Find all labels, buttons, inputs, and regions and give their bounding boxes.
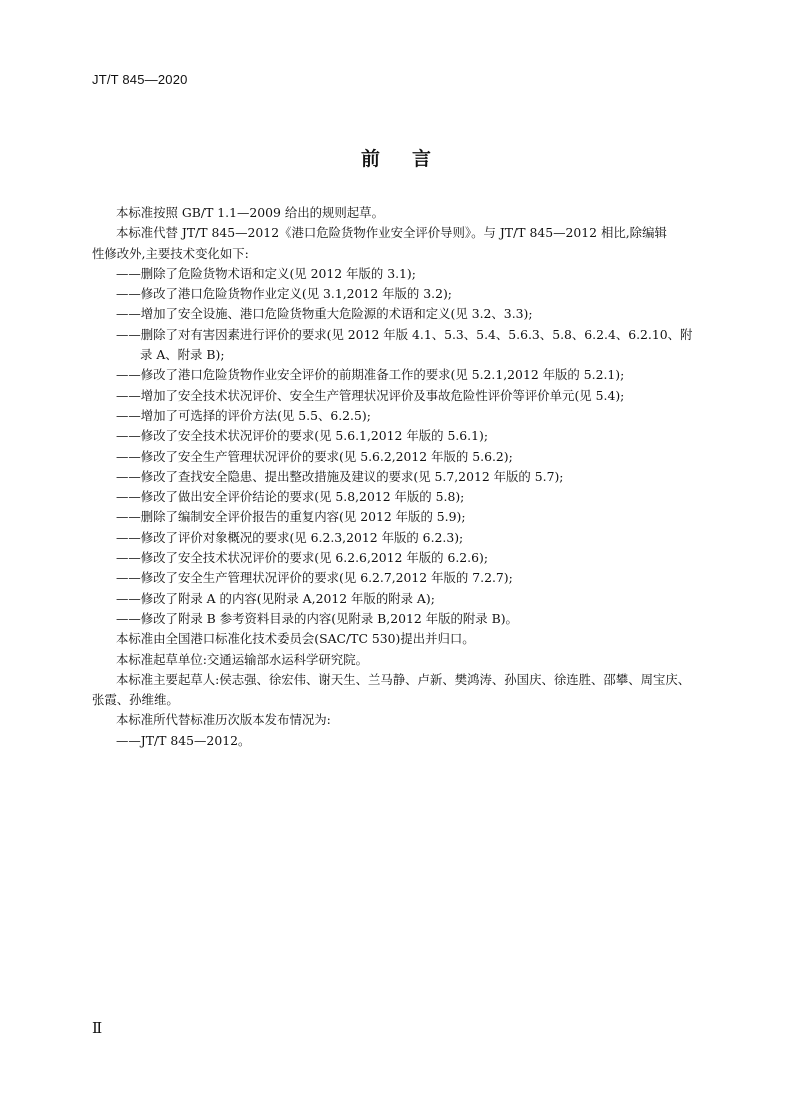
preface-line: 本标准所代替标准历次版本发布情况为:: [116, 712, 331, 728]
preface-line: 本标准由全国港口标准化技术委员会(SAC/TC 530)提出并归口。: [116, 631, 475, 647]
preface-line: ——增加了可选择的评价方法(见 5.5、6.2.5);: [116, 407, 371, 423]
preface-line: ——修改了做出安全评价结论的要求(见 5.8,2012 年版的 5.8);: [116, 489, 465, 505]
preface-line: ——增加了安全技术状况评价、安全生产管理状况评价及事故危险性评价等评价单元(见 5.4);: [116, 387, 625, 403]
preface-line: ——修改了评价对象概况的要求(见 6.2.3,2012 年版的 6.2.3);: [116, 529, 464, 545]
preface-line: 本标准按照 GB/T 1.1—2009 给出的规则起草。: [116, 205, 384, 220]
preface-line: 本标准起草单位:交通运输部水运科学研究院。: [116, 651, 368, 667]
preface-line: 本标准代替 JT/T 845—2012《港口危险货物作业安全评价导则》。与 JT/T 845—2012 相比,除编辑: [116, 225, 667, 241]
preface-line: 性修改外,主要技术变化如下:: [92, 245, 249, 261]
preface-line: ——删除了对有害因素进行评价的要求(见 2012 年版 4.1、5.3、5.4、5.6.3、5.8、6.2.4、6.2.10、附: [116, 326, 693, 342]
preface-line: ——删除了编制安全评价报告的重复内容(见 2012 年版的 5.9);: [116, 509, 466, 525]
standard-number: JT/T 845—2020: [92, 72, 188, 87]
preface-line: ——修改了港口危险货物作业定义(见 3.1,2012 年版的 3.2);: [116, 286, 452, 302]
preface-line: ——修改了安全技术状况评价的要求(见 6.2.6,2012 年版的 6.2.6);: [116, 550, 488, 566]
preface-line: ——修改了安全生产管理状况评价的要求(见 5.6.2,2012 年版的 5.6.2);: [116, 448, 513, 464]
preface-line: ——删除了危险货物术语和定义(见 2012 年版的 3.1);: [116, 265, 416, 281]
preface-line: ——修改了查找安全隐患、提出整改措施及建议的要求(见 5.7,2012 年版的 5.7);: [116, 468, 564, 484]
page-number: Ⅱ: [92, 1019, 103, 1037]
preface-line: 张霞、孙维维。: [92, 692, 179, 708]
preface-line: 录 A、附录 B);: [140, 347, 225, 363]
preface-line: ——增加了安全设施、港口危险货物重大危险源的术语和定义(见 3.2、3.3);: [116, 306, 533, 322]
preface-line: ——JT/T 845—2012。: [116, 732, 251, 748]
preface-line: ——修改了附录 A 的内容(见附录 A,2012 年版的附录 A);: [116, 590, 435, 606]
page-title: 前言: [360, 148, 463, 170]
preface-line: ——修改了港口危险货物作业安全评价的前期准备工作的要求(见 5.2.1,2012 年版的 5.2.1);: [116, 367, 625, 383]
preface-body: [92, 203, 710, 751]
preface-line: ——修改了安全生产管理状况评价的要求(见 6.2.7,2012 年版的 7.2.7);: [116, 570, 513, 586]
preface-line: 本标准主要起草人:侯志强、徐宏伟、谢天生、兰马静、卢新、樊鸿涛、孙国庆、徐连胜、邵攀、周宝庆、: [116, 671, 691, 687]
preface-line: ——修改了安全技术状况评价的要求(见 5.6.1,2012 年版的 5.6.1);: [116, 428, 488, 444]
preface-line: ——修改了附录 B 参考资料目录的内容(见附录 B,2012 年版的附录 B)。: [116, 610, 518, 626]
